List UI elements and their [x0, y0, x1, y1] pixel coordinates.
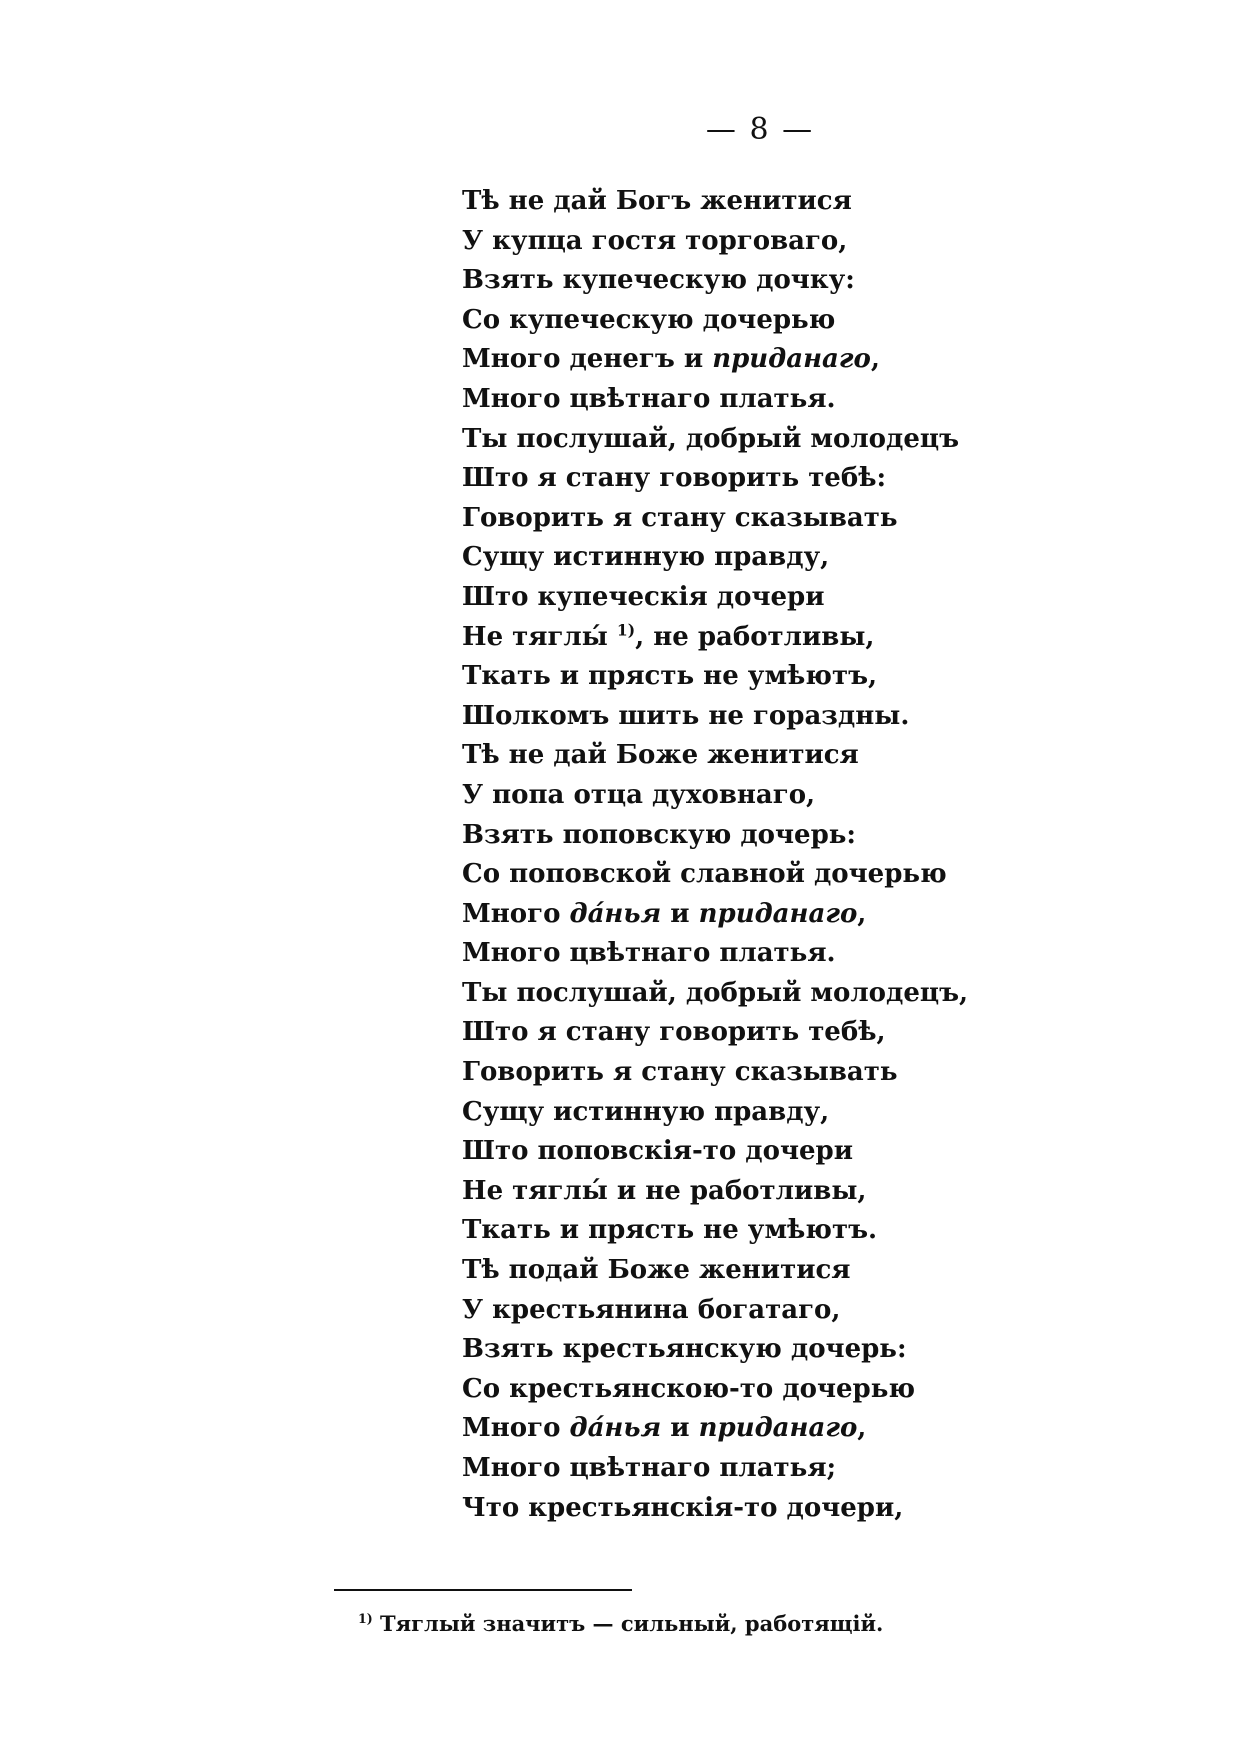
verse-text: Много цвѣтнаго платья;: [462, 1453, 837, 1483]
footnote-reference: 1): [616, 619, 636, 639]
verse-text: Взять купеческую дочку:: [462, 265, 855, 296]
verse-line: [462, 1330, 1102, 1370]
verse-block: [462, 182, 1102, 1528]
verse-line: [462, 538, 1102, 578]
verse-text: и: [661, 1413, 699, 1444]
verse-text: , не работливы,: [635, 621, 875, 652]
verse-text: Что крестьянскія-то дочери,: [462, 1492, 904, 1523]
verse-text: ,: [857, 898, 867, 929]
verse-text: ,: [857, 1413, 867, 1444]
verse-line: [462, 776, 1102, 816]
verse-text: Много денегъ и: [462, 344, 713, 375]
verse-text: Што я стану говорить тебѣ,: [462, 1017, 886, 1048]
verse-line: [462, 578, 1102, 618]
verse-line: [462, 1251, 1102, 1291]
verse-text: Ты послушай, добрый молодецъ,: [462, 977, 969, 1008]
verse-text: Много: [462, 898, 570, 929]
verse-line: [462, 816, 1102, 856]
verse-text: Со купеческую дочерью: [462, 304, 836, 335]
verse-text: Не тяглы́: [462, 621, 617, 652]
verse-text: Шолкомъ шить не гораздны.: [462, 700, 910, 731]
verse-text: Много цвѣтнаго платья.: [462, 383, 836, 414]
verse-text: Што купеческія дочери: [462, 581, 825, 612]
verse-line: [462, 1291, 1102, 1331]
verse-line: [462, 1409, 1102, 1449]
verse-line: [462, 895, 1102, 935]
verse-text: Сущу истинную правду,: [462, 1096, 830, 1127]
italic-word: да́нья: [569, 1413, 662, 1444]
verse-line: [462, 855, 1102, 895]
verse-line: [462, 1172, 1102, 1212]
verse-line: [462, 1370, 1102, 1410]
verse-line: [462, 499, 1102, 539]
verse-text: Взять крестьянскую дочерь:: [462, 1334, 907, 1365]
verse-line: [462, 1093, 1102, 1133]
verse-line: [462, 736, 1102, 776]
verse-text: Много: [462, 1413, 570, 1444]
verse-text: Со крестьянскою-то дочерью: [462, 1373, 916, 1404]
verse-line: [462, 261, 1102, 301]
verse-line: [462, 974, 1102, 1014]
verse-line: [462, 222, 1102, 262]
verse-line: [462, 657, 1102, 697]
verse-line: [462, 618, 1102, 658]
footnote: [358, 1611, 883, 1636]
italic-word: приданаго: [698, 898, 858, 929]
page-number: — 8 —: [705, 112, 815, 147]
verse-line: [462, 934, 1102, 974]
verse-text: Много цвѣтнаго платья.: [462, 938, 836, 969]
verse-text: Со поповской славной дочерью: [462, 859, 947, 890]
verse-line: [462, 182, 1102, 222]
verse-line: [462, 340, 1102, 380]
verse-text: Ты послушай, добрый молодецъ: [462, 423, 960, 454]
verse-text: Тѣ подай Боже женитися: [462, 1255, 851, 1286]
verse-line: [462, 1449, 1102, 1489]
verse-text: Говорить я стану сказывать: [462, 1057, 898, 1088]
verse-text: У крестьянина богатаго,: [462, 1294, 841, 1325]
verse-text: и: [661, 898, 699, 929]
verse-text: Ткать и прясть не умѣютъ.: [462, 1215, 878, 1246]
verse-line: [462, 380, 1102, 420]
italic-word: приданаго: [712, 344, 871, 375]
footnote-rule: [334, 1589, 632, 1591]
verse-line: [462, 301, 1102, 341]
verse-text: Говорить я стану сказывать: [462, 502, 898, 533]
verse-text: У купца гостя торговаго,: [462, 225, 848, 256]
italic-word: да́нья: [569, 898, 662, 929]
verse-text: Тѣ не дай Богъ женитися: [462, 186, 852, 216]
verse-text: Што я стану говорить тебѣ:: [462, 463, 887, 494]
verse-line: [462, 1132, 1102, 1172]
verse-text: Ткать и прясть не умѣютъ,: [462, 661, 878, 692]
verse-text: У попа отца духовнаго,: [462, 779, 816, 810]
verse-line: [462, 1013, 1102, 1053]
verse-text: Сущу истинную правду,: [462, 542, 830, 573]
italic-word: приданаго: [698, 1413, 858, 1444]
verse-line: [462, 459, 1102, 499]
footnote-marker: 1): [358, 1611, 373, 1626]
verse-text: ,: [870, 344, 880, 375]
verse-line: [462, 420, 1102, 460]
verse-line: [462, 697, 1102, 737]
verse-text: Взять поповскую дочерь:: [462, 819, 857, 850]
verse-line: [462, 1053, 1102, 1093]
verse-text: Тѣ не дай Боже женитися: [462, 740, 859, 771]
verse-line: [462, 1489, 1102, 1529]
verse-line: [462, 1211, 1102, 1251]
footnote-text: Тяглый значитъ — сильный, работящій.: [372, 1611, 884, 1636]
verse-text: Што поповскія-то дочери: [462, 1136, 853, 1167]
verse-text: Не тяглы́ и не работливы,: [462, 1175, 867, 1206]
